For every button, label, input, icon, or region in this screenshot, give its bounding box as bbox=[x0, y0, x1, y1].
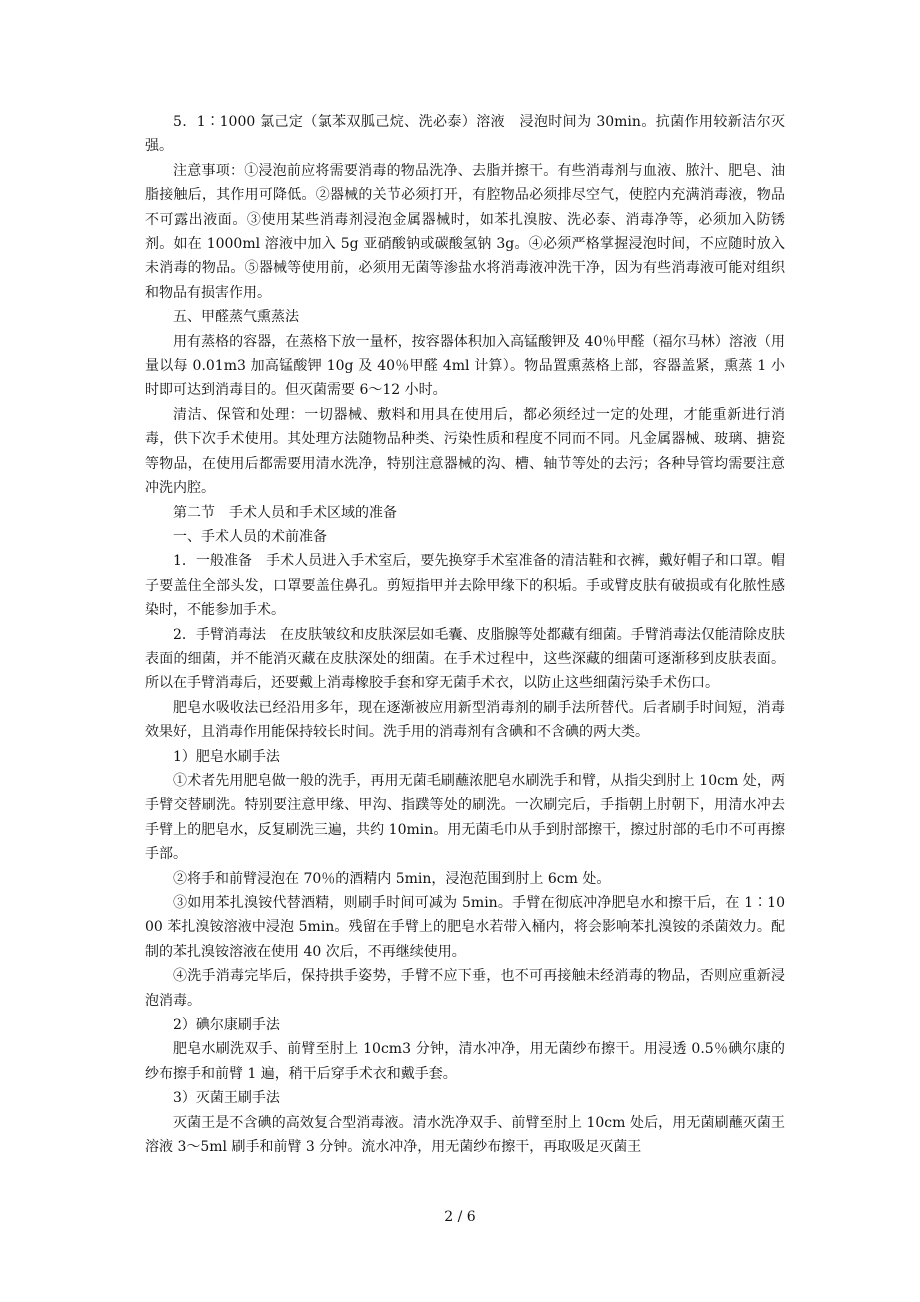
paragraph-step-1: ①术者先用肥皂做一般的洗手，再用无菌毛刷蘸浓肥皂水刷洗手和臂，从指尖到肘上 10cm 处，两手臂交替刷洗。特别要注意甲缘、甲沟、指蹼等处的刷洗。一次刷完后，手指朝上肘朝下，用清水冲去手臂上的肥皂水，反复刷洗三遍，共约 10min。用无菌毛巾从手到肘部擦干，擦过肘部的毛巾不可再擦手部。 bbox=[145, 772, 785, 863]
heading-iodine-scrub: 2）碘尔康刷手法 bbox=[173, 1017, 280, 1034]
page-number: 2 / 6 bbox=[444, 1209, 476, 1225]
heading-soap-scrub: 1）肥皂水刷手法 bbox=[173, 748, 280, 765]
paragraph-iodine-scrub: 肥皂水刷洗双手、前臂至肘上 10cm3 分钟，清水冲净，用无菌纱布擦干。用浸透 0.5％碘尔康的纱布擦手和前臂 1 遍，稍干后穿手术衣和戴手套。 bbox=[145, 1041, 785, 1082]
paragraph-mijunwang-scrub: 灭菌王是不含碘的高效复合型消毒液。清水洗净双手、前臂至肘上 10cm 处后，用无菌刷蘸灭菌王溶液 3～5ml 刷手和前臂 3 分钟。流水冲净，用无菌纱布擦干，再取吸足灭菌王 bbox=[145, 1114, 785, 1156]
paragraph-arm-disinfection: 2．手臂消毒法 在皮肤皱纹和皮肤深层如毛囊、皮脂腺等处都藏有细菌。手臂消毒法仅能清除皮肤表面的细菌，并不能消灭藏在皮肤深处的细菌。在手术过程中，这些深藏的细菌可逐渐移到皮肤表面。所以在手臂消毒后，还要戴上消毒橡胶手套和穿无菌手术衣，以防止这些细菌污染手术伤口。 bbox=[145, 626, 785, 692]
heading-section-2: 第二节 手术人员和手术区域的准备 bbox=[173, 504, 397, 521]
paragraph-cleaning: 清洁、保管和处理：一切器械、敷料和用具在使用后，都必须经过一定的处理，才能重新进行消毒，供下次手术使用。其处理方法随物品种类、污染性质和程度不同而不同。凡金属器械、玻璃、搪瓷等物品，在使用后都需要用清水洗净，特别注意器械的沟、槽、轴节等处的去污；各种导管均需要注意冲洗内腔。 bbox=[145, 406, 785, 497]
heading-mijunwang-scrub: 3）灭菌王刷手法 bbox=[173, 1090, 280, 1107]
paragraph-step-3: ③如用苯扎溴铵代替酒精，则刷手时间可减为 5min。手臂在彻底冲净肥皂水和擦干后，在 1∶1000 苯扎溴铵溶液中浸泡 5min。残留在手臂上的肥皂水若带入桶内，将会影响苯扎溴铵的杀菌效力。配制的苯扎溴铵溶液在使用 40 次后，不再继续使用。 bbox=[145, 895, 785, 960]
paragraph-step-4: ④洗手消毒完毕后，保持拱手姿势，手臂不应下垂，也不可再接触未经消毒的物品，否则应重新浸泡消毒。 bbox=[145, 968, 785, 1009]
paragraph-chlorhexidine: 5．1∶1000 氯己定（氯苯双胍己烷、洗必泰）溶液 浸泡时间为 30min。抗菌作用较新洁尔灭强。 bbox=[145, 114, 785, 155]
paragraph-general-prep: 1．一般准备 手术人员进入手术室后，要先换穿手术室准备的清洁鞋和衣裤，戴好帽子和口罩。帽子要盖住全部头发，口罩要盖住鼻孔。剪短指甲并去除甲缘下的积垢。手或臂皮肤有破损或有化脓性感染时，不能参加手术。 bbox=[145, 553, 785, 619]
heading-formaldehyde: 五、甲醛蒸气熏蒸法 bbox=[173, 309, 299, 326]
document-body bbox=[145, 110, 785, 1159]
paragraph-step-2: ②将手和前臂浸泡在 70％的酒精内 5min，浸泡范围到肘上 6cm 处。 bbox=[173, 870, 611, 887]
heading-staff-prep: 一、手术人员的术前准备 bbox=[173, 528, 327, 545]
paragraph-precautions: 注意事项：①浸泡前应将需要消毒的物品洗净、去脂并擦干。有些消毒剂与血液、脓汁、肥皂、油脂接触后，其作用可降低。②器械的关节必须打开，有腔物品必须排尽空气，使腔内充满消毒液，物品不可露出液面。③使用某些消毒剂浸泡金属器械时，如苯扎溴胺、洗必泰、消毒净等，必须加入防锈剂。如在 1000ml 溶液中加入 5g 亚硝酸钠或碳酸氢钠 3g。④必须严格掌握浸泡时间，不应随时放入未消毒的物品。⑤器械等使用前，必须用无菌等渗盐水将消毒液冲洗干净，因为有些消毒液可能对组织和物品有损害作用。 bbox=[145, 162, 785, 301]
paragraph-formaldehyde: 用有蒸格的容器，在蒸格下放一量杯，按容器体积加入高锰酸钾及 40％甲醛（福尔马林）溶液（用量以每 0.01m3 加高锰酸钾 10g 及 40％甲醛 4ml 计算）。物品置熏蒸格上部，容器盖紧，熏蒸 1 小时即可达到消毒目的。但灭菌需要 6～12 小时。 bbox=[145, 333, 785, 399]
paragraph-soap-method: 肥皂水吸收法已经沿用多年，现在逐渐被应用新型消毒剂的刷手法所替代。后者刷手时间短，消毒效果好，且消毒作用能保持较长时间。洗手用的消毒剂有含碘和不含碘的两大类。 bbox=[145, 699, 785, 741]
